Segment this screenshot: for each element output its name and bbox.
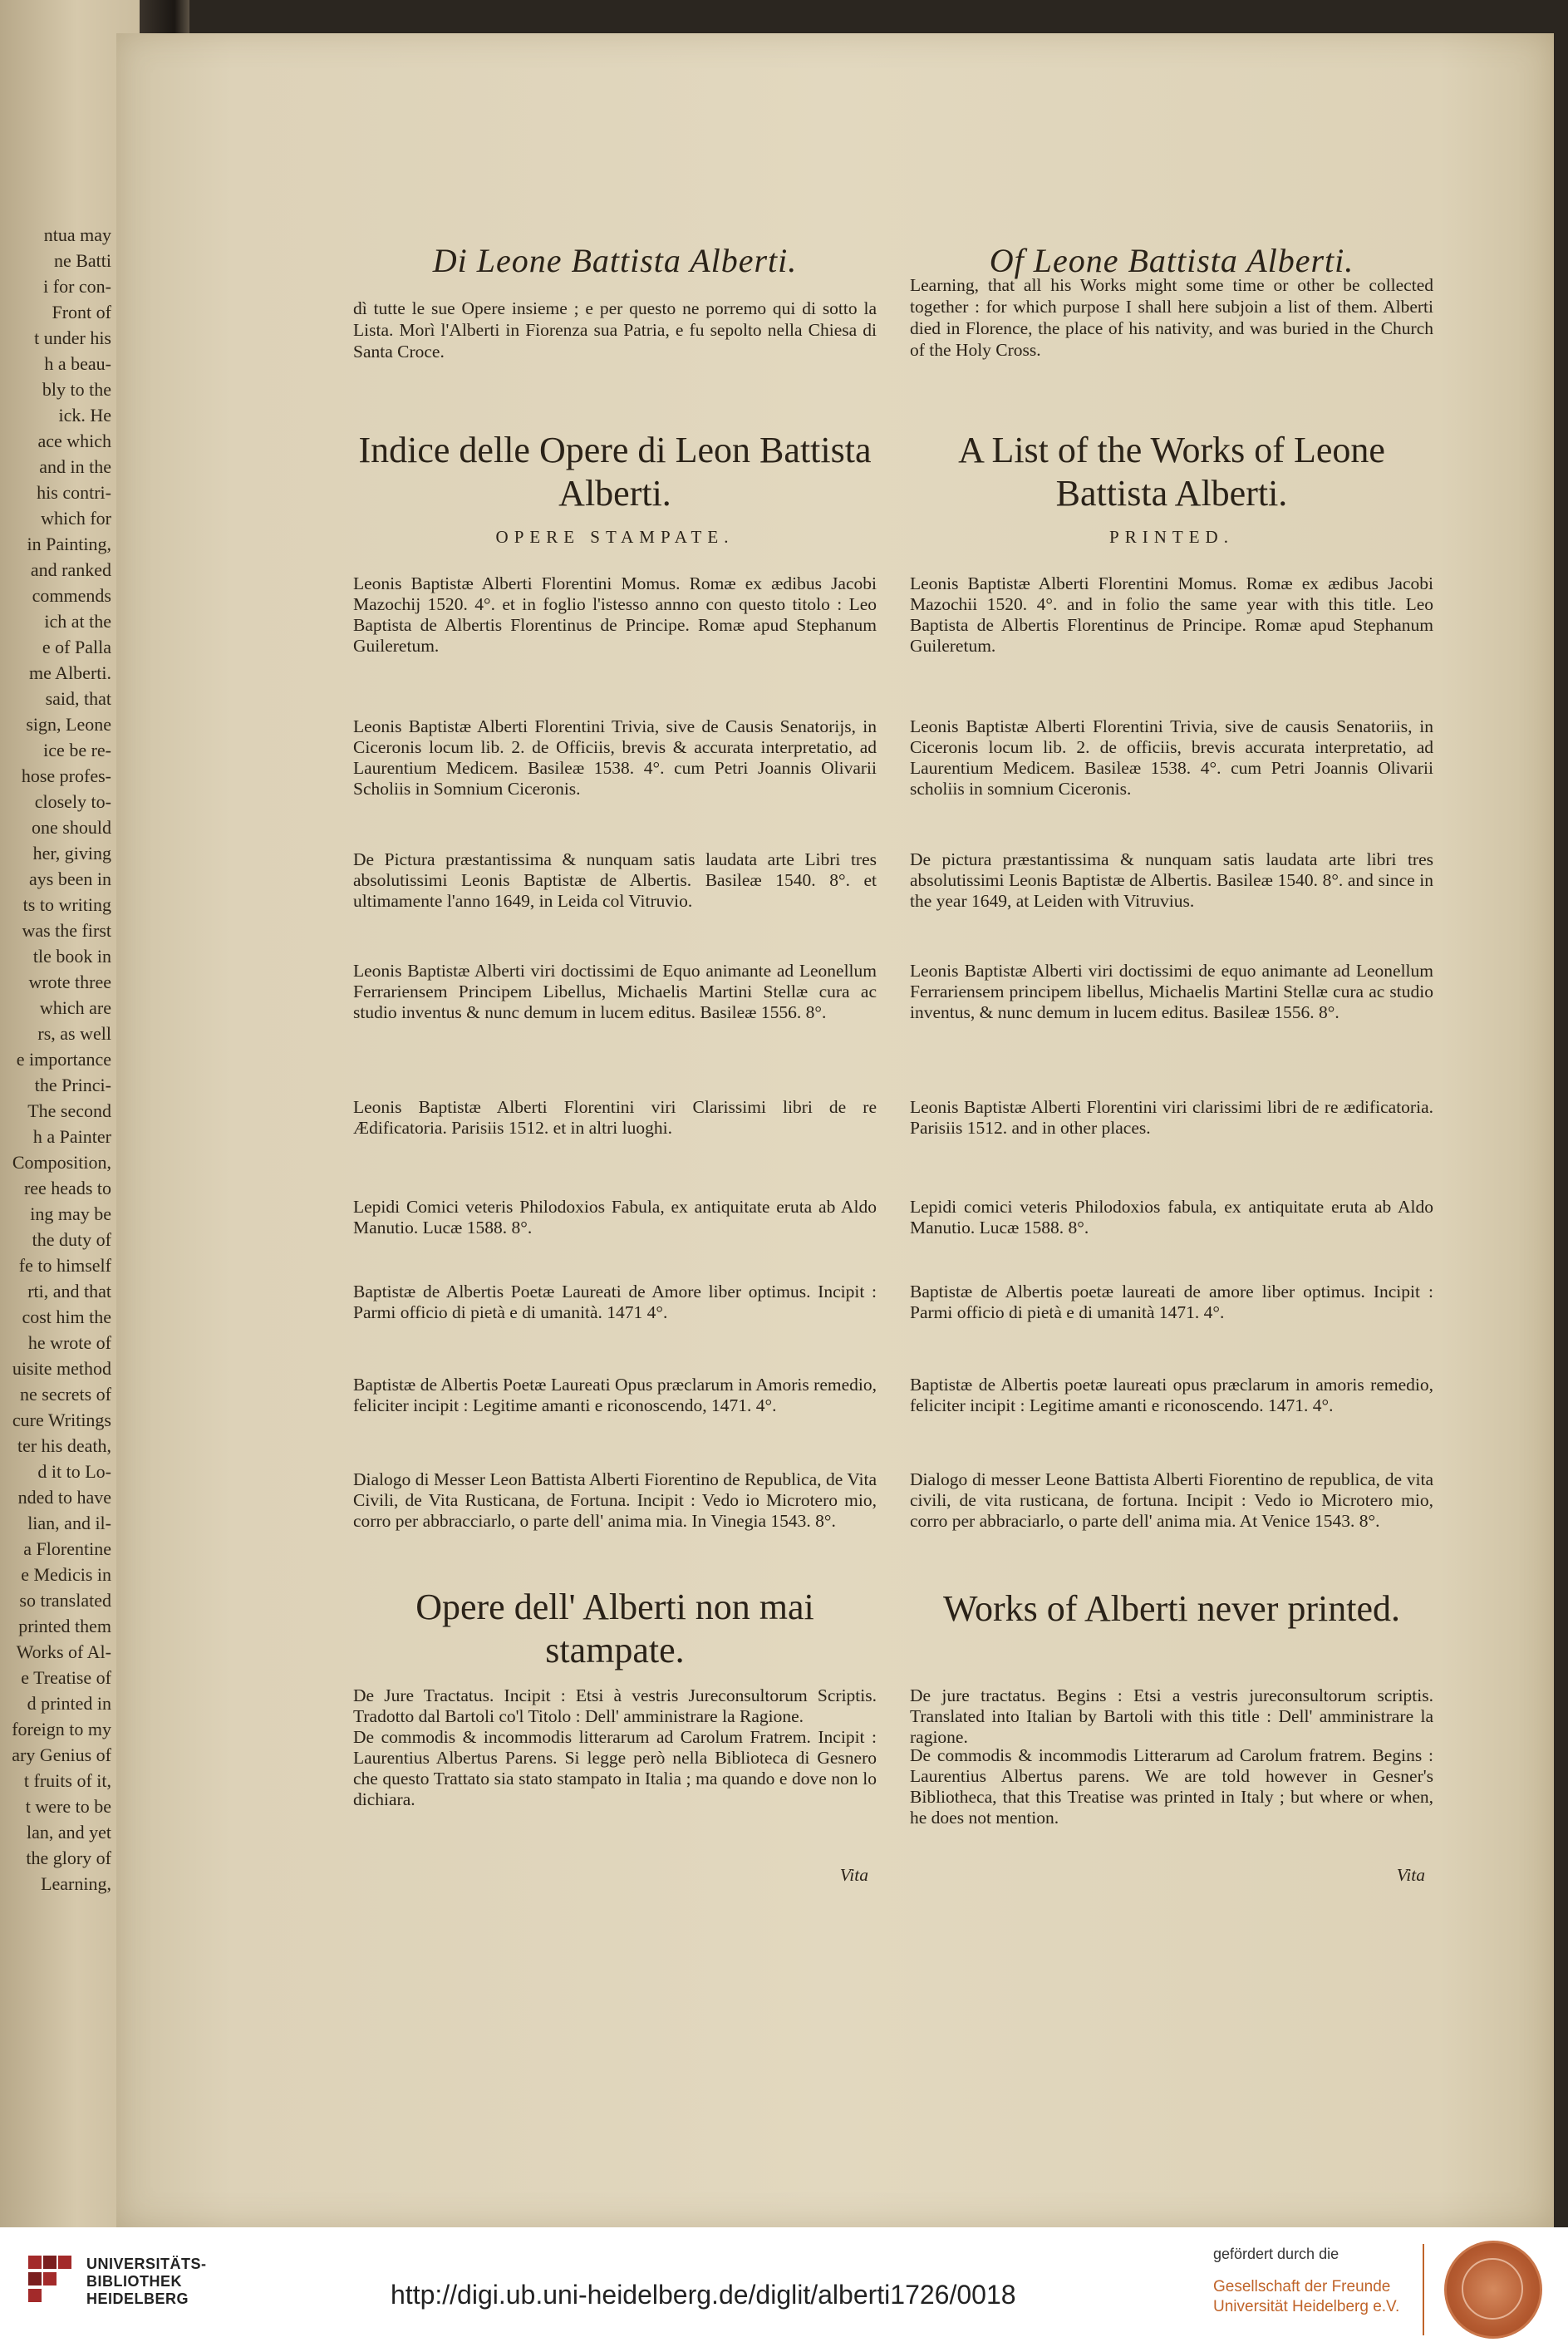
margin-text-line: ne secrets of	[20, 1384, 111, 1405]
margin-text-line: ree heads to	[23, 1178, 111, 1198]
unprinted-entry: De commodis & incommodis Litterarum ad Carolum fratrem. Begins : Laurentius Albertus parens. We are told however in Gesner's Bibliotheca, that this Treatise was printed in Italy ; but where or when, he does not mention.	[910, 1745, 1433, 1828]
catchword: Vita	[839, 1865, 868, 1885]
margin-text-line: the Princi-	[34, 1075, 111, 1095]
university-seal-icon	[1444, 2241, 1542, 2339]
margin-text-line: fe to himself	[18, 1255, 111, 1276]
library-name: UNIVERSITÄTS- BIBLIOTHEK HEIDELBERG	[86, 2256, 207, 2307]
margin-text-line: and ranked	[30, 559, 111, 580]
section-title: Indice delle Opere di Leon Battista Alberti.	[358, 430, 872, 514]
margin-text-line: d it to Lo-	[37, 1461, 111, 1482]
catchword: Vita	[1396, 1865, 1425, 1885]
margin-text-line: ter his death,	[17, 1435, 111, 1456]
bibliography-entry: Baptistæ de Albertis poetæ laureati opus præclarum in amoris remedio, feliciter incipit : Legitime amanti e riconoscendo. 1471. 4°.	[910, 1375, 1433, 1415]
bibliography-entry: Leonis Baptistæ Alberti Florentini Trivia, sive de Causis Senatorijs, in Ciceronis locum lib. 2. de Officiis, brevis & accurata interpretatio, ad Laurentium Medicem. Basileæ 1538. 4°. cum Petri Joannis Olivarii Scholiis in Somnium Ciceronis.	[353, 716, 877, 799]
margin-text-line: which are	[39, 997, 111, 1018]
margin-text-line: ick. He	[58, 405, 111, 426]
margin-text-line: The second	[27, 1100, 111, 1121]
bibliography-entry: Leonis Baptistæ Alberti Florentini viri clarissimi libri de re ædificatoria. Parisiis 1512. and in other places.	[910, 1097, 1433, 1138]
permalink-url[interactable]: http://digi.ub.uni-heidelberg.de/diglit/alberti1726/0018	[391, 2280, 1016, 2310]
margin-text-line: the glory of	[26, 1848, 111, 1868]
margin-text-line: foreign to my	[12, 1719, 111, 1739]
margin-text-line: tle book in	[32, 946, 111, 967]
margin-text-line: d printed in	[27, 1693, 111, 1714]
margin-text-line: ace which	[37, 431, 111, 451]
margin-text-line: lan, and yet	[26, 1822, 111, 1843]
margin-text-line: t fruits of it,	[23, 1770, 111, 1791]
unprinted-entry: De jure tractatus. Begins : Etsi a vestris jureconsultorum scriptis. Translated into Italian by Bartoli with this title : Dell' amministrare la ragione.	[910, 1685, 1433, 1747]
university-library-logo-icon	[25, 2252, 76, 2307]
bibliography-entry: Dialogo di messer Leone Battista Alberti Fiorentino de republica, de vita civili, de vita rusticana, de fortuna. Incipit : Vedo io Microtero mio, corro per abbraciarlo, o parte dell' anima mia. At Venice 1543. 8°.	[910, 1469, 1433, 1531]
printed-heading: PRINTED.	[1109, 527, 1234, 547]
running-header-right: Of Leone Battista Alberti.	[989, 242, 1354, 279]
margin-text-line: Front of	[52, 302, 111, 322]
margin-text-line: e importance	[16, 1049, 111, 1070]
margin-text-line: ary Genius of	[12, 1744, 111, 1765]
bibliography-entry: Leonis Baptistæ Alberti Florentini Momus. Romæ ex ædibus Jacobi Mazochii 1520. 4°. and in folio the same year with this title. Leo Baptista de Albertis Florentinus de Principe. Romæ apud Stephanum Guileretum.	[910, 573, 1433, 656]
margin-text-line: Learning,	[41, 1873, 111, 1894]
bibliography-entry: Baptistæ de Albertis poetæ laureati de amore liber optimus. Incipit : Parmi officio di pietà e di umanità 1471. 4°.	[910, 1282, 1433, 1322]
sponsor-name: Gesellschaft der Freunde Universität Heidelberg e.V.	[1213, 2278, 1400, 2315]
margin-text-line: which for	[41, 508, 111, 529]
margin-text-line: he wrote of	[27, 1332, 111, 1353]
margin-text-line: ntua may	[43, 224, 111, 245]
bibliography-entry: Dialogo di Messer Leon Battista Alberti Fiorentino de Republica, de Vita Civili, de Vita Rusticana, de Fortuna. Incipit : Vedo io Microtero mio, corro per abbracciarlo, o parte dell' anima mia. In Vinegia 1543. 8°.	[353, 1469, 877, 1531]
margin-text-line: ing may be	[30, 1203, 111, 1224]
margin-text-line: closely to-	[34, 791, 111, 812]
margin-text-line: uisite method	[12, 1358, 111, 1379]
margin-text-line: cure Writings	[12, 1410, 111, 1430]
margin-text-line: rs, as well	[37, 1023, 111, 1044]
bibliography-entry: Leonis Baptistæ Alberti Florentini Momus. Romæ ex ædibus Jacobi Mazochij 1520. 4°. et in foglio l'istesso annno con questo titolo : Leo Baptista de Albertis Florentinus de Principe. Romæ apud Stephanum Guileretum.	[353, 573, 877, 656]
margin-text-line: e Medicis in	[21, 1564, 111, 1585]
margin-text-line: the duty of	[32, 1229, 111, 1250]
bibliography-entry: Lepidi comici veteris Philodoxios fabula, ex antiquitate eruta ab Aldo Manutio. Lucæ 1588. 8°.	[910, 1197, 1433, 1237]
margin-text-line: one should	[32, 817, 111, 838]
margin-text-line: ne Batti	[53, 250, 111, 271]
section-title: A List of the Works of Leone Battista Alberti.	[958, 430, 1385, 514]
printed-heading: OPERE STAMPATE.	[495, 527, 735, 547]
margin-text-line: i for con-	[43, 276, 111, 297]
margin-text-line: t under his	[34, 327, 111, 348]
margin-text-line: lian, and il-	[27, 1513, 111, 1533]
bibliography-entry: Leonis Baptistæ Alberti Florentini Trivia, sive de causis Senatoriis, in Ciceronis locum lib. 2. de officiis, brevis accurata interpretatio, ad Laurentium Medicem. Basileæ 1538. 4°. cum Petri Joannis Olivarii scholiis in somnium Ciceronis.	[910, 716, 1433, 799]
margin-text-line: commends	[32, 585, 111, 606]
bibliography-entry: Leonis Baptistæ Alberti viri doctissimi de equo animante ad Leonellum Ferrariensem principem libellus, Michaelis Martini Stellæ cura ac studio inventus, & nunc demum in lucem editus. Basileæ 1556. 8°.	[910, 961, 1433, 1022]
margin-text-line: h a Painter	[32, 1126, 111, 1147]
bibliography-entry: Lepidi Comici veteris Philodoxios Fabula, ex antiquitate eruta ab Aldo Manutio. Lucæ 1588. 8°.	[353, 1197, 877, 1237]
margin-text-line: sign, Leone	[26, 714, 111, 735]
running-header-left: Di Leone Battista Alberti.	[432, 242, 798, 279]
margin-text-line: ts to writing	[22, 894, 111, 915]
bibliography-entry: De Pictura præstantissima & nunquam satis laudata arte Libri tres absolutissimi Leonis Baptistæ de Albertis. Basileæ 1540. 8°. et ultimamente l'anno 1649, in Leida col Vitruvio.	[353, 849, 877, 911]
bibliography-entry: De pictura præstantissima & nunquam satis laudata arte libri tres absolutissimi Leonis Baptistæ de Albertis. Basileæ 1540. 8°. and since in the year 1649, at Leiden with Vitruvius.	[910, 849, 1433, 911]
margin-text-line: ays been in	[29, 868, 111, 889]
margin-text-line: e of Palla	[42, 637, 111, 657]
margin-text-line: so translated	[19, 1590, 111, 1611]
divider	[1423, 2244, 1424, 2335]
bibliography-entry: Leonis Baptistæ Alberti viri doctissimi de Equo animante ad Leonellum Ferrariensem Principem Libellus, Michaelis Martini Stellæ cura ac studio inventus & nunc demum in lucem editus. Basileæ 1556. 8°.	[353, 961, 877, 1022]
margin-text-line: Works of Al-	[16, 1641, 111, 1662]
intro-paragraph: dì tutte le sue Opere insieme ; e per questo ne porremo qui di sotto la Lista. Morì l'Alberti in Fiorenza sua Patria, e fu sepolto nella Chiesa di Santa Croce.	[353, 298, 877, 362]
sponsor-label: gefördert durch die	[1213, 2246, 1339, 2262]
margin-text-line: his contri-	[37, 482, 111, 503]
margin-text-line: and in the	[39, 456, 111, 477]
bibliography-entry: Baptistæ de Albertis Poetæ Laureati de Amore liber optimus. Incipit : Parmi officio di pietà e di umanità. 1471 4°.	[353, 1282, 877, 1322]
margin-text-line: nded to have	[17, 1487, 111, 1508]
margin-text-line: her, giving	[32, 843, 111, 864]
intro-paragraph: Learning, that all his Works might some time or other be collected together : for which purpose I shall here subjoin a list of them. Alberti died in Florence, the place of his nativity, and was buried in the Church of the Holy Cross.	[910, 275, 1433, 360]
unprinted-title: Works of Alberti never printed.	[943, 1588, 1400, 1629]
margin-text-line: cost him the	[22, 1306, 111, 1327]
margin-text-line: ich at the	[44, 611, 111, 632]
margin-text-line: rti, and that	[27, 1281, 111, 1301]
unprinted-title: Opere dell' Alberti non mai stampate.	[415, 1587, 814, 1670]
unprinted-entry: De commodis & incommodis litterarum ad Carolum Fratrem. Incipit : Laurentius Albertus Parens. Si legge però nella Biblioteca di Gesnero che questo Trattato sia stato stampato in Italia ; ma quando e dove non lo dichiara.	[353, 1727, 877, 1809]
margin-text-line: bly to the	[42, 379, 111, 400]
margin-text-line: a Florentine	[23, 1538, 111, 1559]
digitization-footer	[0, 2227, 1568, 2347]
margin-text-line: h a beau-	[44, 353, 111, 374]
bibliography-entry: Leonis Baptistæ Alberti Florentini viri Clarissimi libri de re Ædificatoria. Parisiis 1512. et in altri luoghi.	[353, 1097, 877, 1138]
margin-text-line: said, that	[45, 688, 111, 709]
margin-text-line: Composition,	[12, 1152, 111, 1173]
book-page	[116, 33, 1554, 2227]
margin-text-line: wrote three	[28, 972, 111, 992]
margin-text-line: me Alberti.	[29, 662, 111, 683]
margin-text-line: ice be re-	[43, 740, 111, 760]
unprinted-entry: De Jure Tractatus. Incipit : Etsi à vestris Jureconsultorum Scriptis. Tradotto dal Bartoli co'l Titolo : Dell' amministrare la Ragione.	[353, 1685, 877, 1726]
margin-text-line: printed them	[18, 1616, 111, 1636]
margin-text-line: t were to be	[25, 1796, 111, 1817]
margin-text-line: in Painting,	[27, 534, 111, 554]
margin-text-line: e Treatise of	[21, 1667, 111, 1688]
margin-text-line: hose profes-	[21, 765, 111, 786]
margin-text-line: was the first	[22, 920, 111, 941]
bibliography-entry: Baptistæ de Albertis Poetæ Laureati Opus præclarum in Amoris remedio, feliciter incipit : Legitime amanti e riconoscendo, 1471. 4°.	[353, 1375, 877, 1415]
